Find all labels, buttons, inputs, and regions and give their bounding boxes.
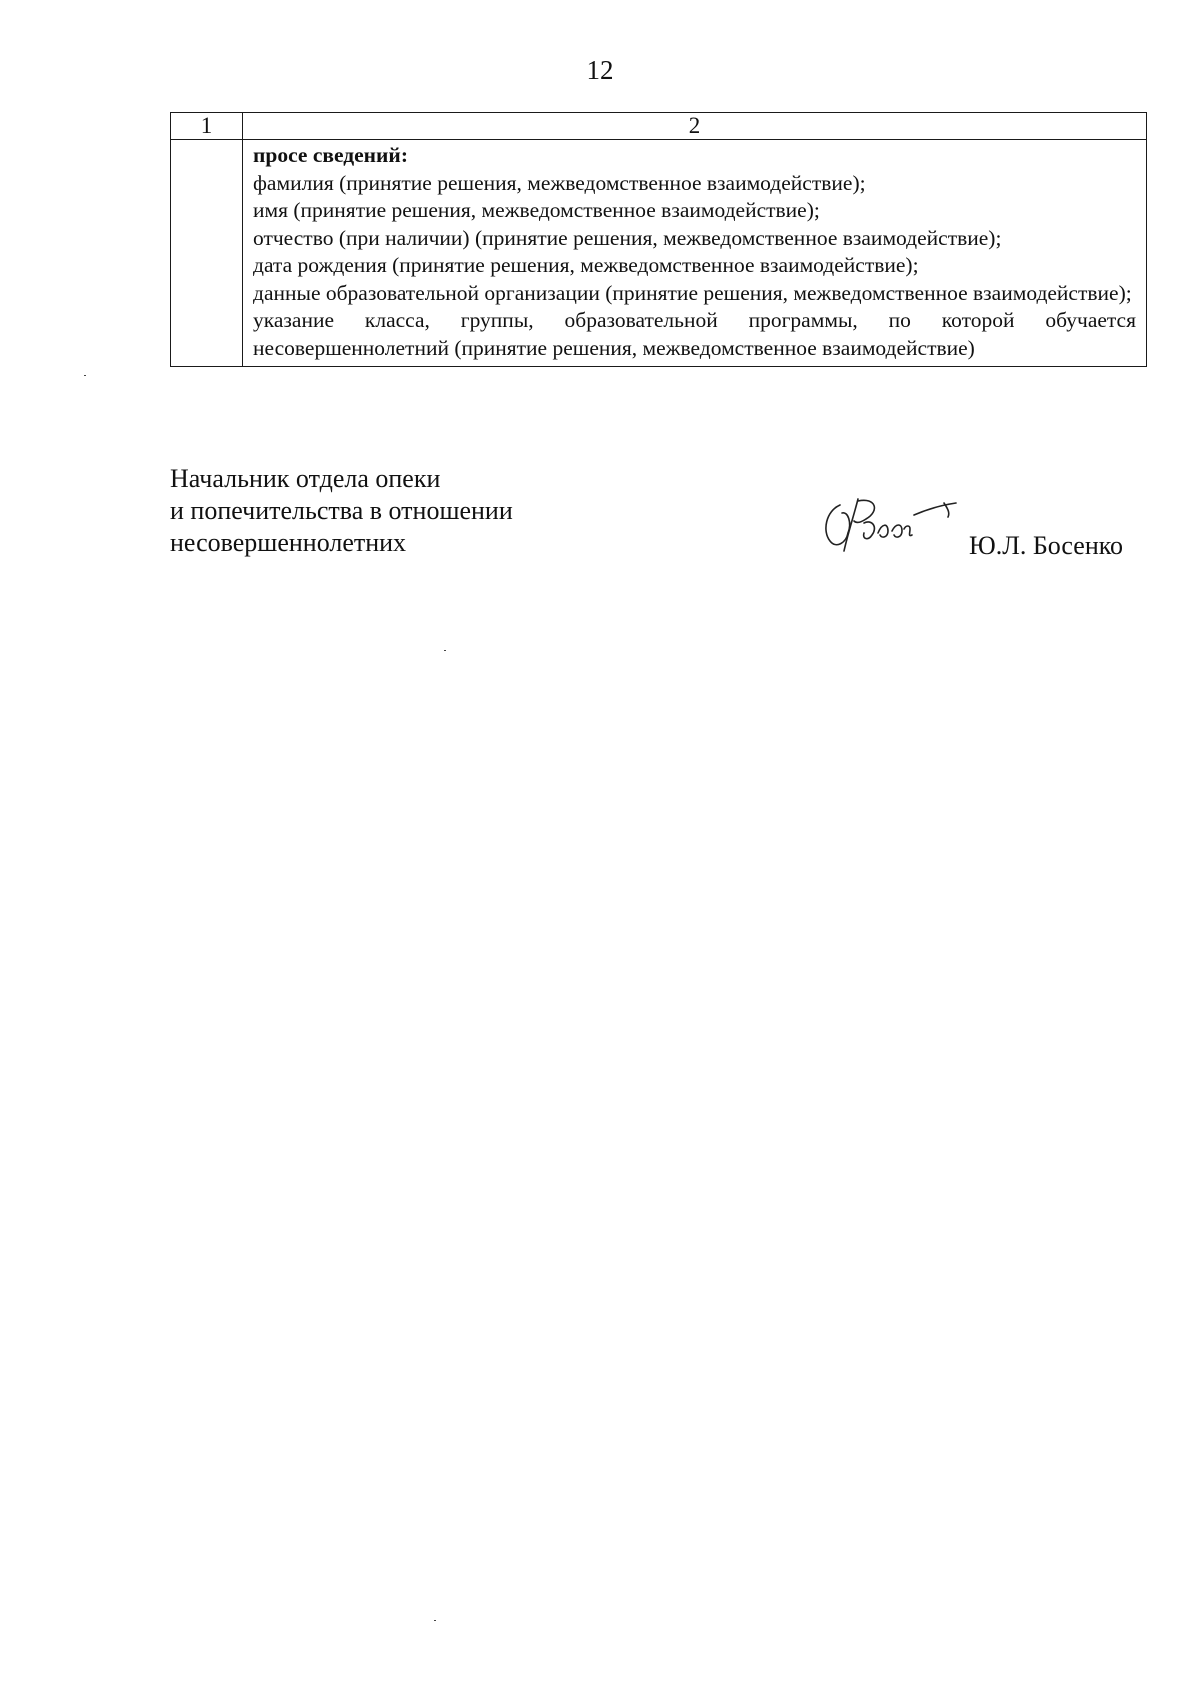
scan-speck (434, 1620, 436, 1621)
position-line: несовершеннолетних (170, 528, 407, 557)
handwritten-signature (818, 493, 963, 563)
list-item: данные образовательной организации (принятие решения, межведомственное взаимодействие); (253, 280, 1132, 305)
position-line: Начальник отдела опеки (170, 464, 441, 493)
table-row (171, 140, 1147, 367)
table-cell-col-1 (171, 140, 243, 367)
list-item: фамилия (принятие решения, межведомственное взаимодействие); (253, 170, 866, 195)
list-item: отчество (при наличии) (принятие решения, межведомственное взаимодействие); (253, 225, 1002, 250)
scan-speck (444, 650, 446, 651)
list-item: имя (принятие решения, межведомственное взаимодействие); (253, 198, 820, 222)
scan-speck (84, 375, 86, 376)
page-number: 12 (586, 55, 614, 85)
list-heading: просе сведений: (253, 143, 408, 167)
list-item: указание класса, группы, образовательной программы, по которой обучается несовершеннолетний (принятие решения, межведомственное взаимодействие) (253, 308, 1136, 360)
signatory-position (170, 463, 513, 559)
table-header-col-1: 1 (171, 113, 243, 140)
list-item: дата рождения (принятие решения, межведомственное взаимодействие); (253, 253, 919, 277)
signatory-name: Ю.Л. Босенко (969, 531, 1124, 560)
table-header-row (171, 113, 1147, 140)
data-table (170, 112, 1147, 367)
position-line: и попечительства в отношении (170, 496, 513, 525)
table-header-col-2: 2 (243, 113, 1147, 140)
table-cell-col-2 (243, 140, 1147, 367)
